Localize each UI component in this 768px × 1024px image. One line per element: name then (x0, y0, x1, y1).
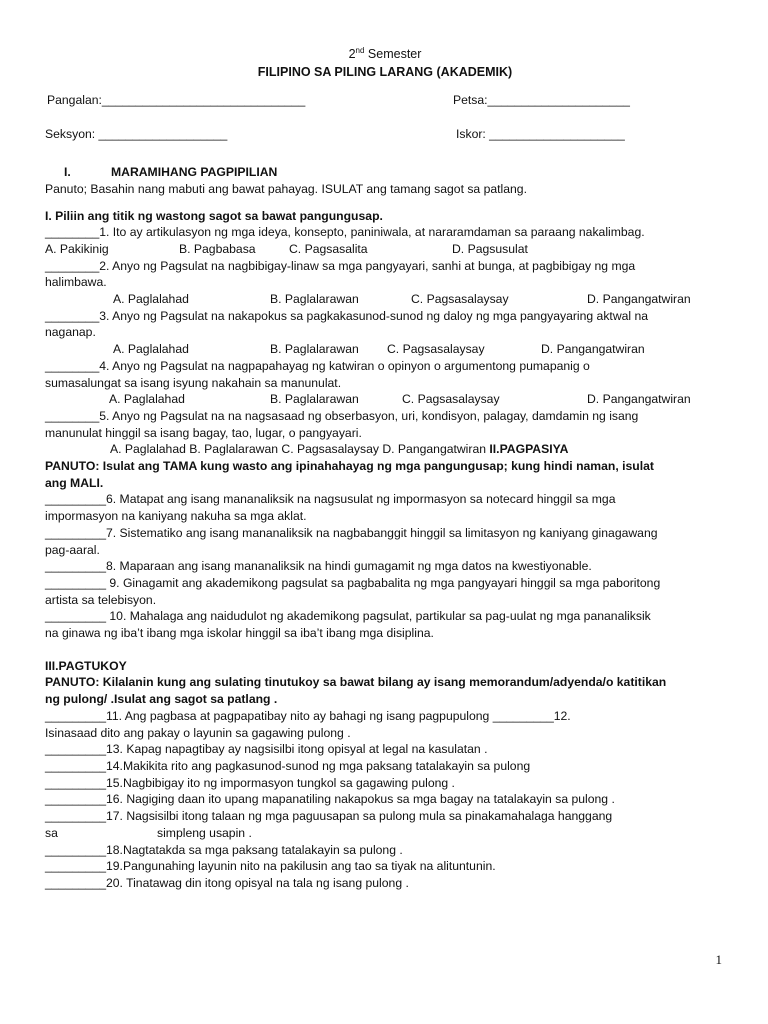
student-info (45, 91, 725, 155)
question-2-cont: halimbawa. (45, 275, 107, 290)
multiple-choice-section (45, 164, 725, 458)
question-4: ________4. Anyo ng Pagsulat na nagpapahayag ng katwiran o opinyon o argumentong pumapanig o (45, 358, 590, 373)
question-10-cont: na ginawa ng iba’t ibang mga iskolar hinggil sa iba’t ibang mga disiplina. (45, 626, 434, 641)
question-14: _________14.Makikita rito ang pagkasunod-sunod ng mga paksang tatalakayin sa pulong (45, 759, 531, 773)
section-1-heading (45, 164, 725, 181)
question-17-cont (45, 825, 725, 842)
q2-choice-b: B. Paglalarawan (270, 292, 359, 307)
q1-choice-c: C. Pagsasalita (289, 241, 368, 256)
question-3-cont: naganap. (45, 325, 96, 340)
q5-choices-text: A. Paglalahad B. Paglalarawan C. Pagsasalaysay D. Pangangatwiran (110, 442, 490, 457)
question-4-cont: sumasalungat sa isang isyung nakahain sa manunulat. (45, 375, 342, 390)
q3-choice-d: D. Pangangatwiran (541, 342, 645, 357)
question-16: _________16. Nagiging daan ito upang mapanatiling nakapokus sa mga bagay na tatalakayin sa pulong . (45, 792, 615, 807)
q3-choice-c: C. Pagsasalaysay (387, 342, 485, 357)
question-20: _________20. Tinatawag din itong opisyal na tala ng isang pulong . (45, 875, 409, 890)
section-1-title: MARAMIHANG PAGPIPILIAN (111, 165, 278, 180)
question-1-choices (45, 241, 725, 258)
question-1: ________1. Ito ay artikulasyon ng mga ideya, konsepto, paniniwala, at nararamdaman sa paraang nakalimbag. (45, 225, 645, 240)
question-11: _________11. Ang pagbasa at pagpapatibay nito ay bahagi ng isang pagpupulong _________12. (45, 708, 571, 723)
q3-choice-a: A. Paglalahad (113, 342, 189, 357)
q4-choice-d: D. Pangangatwiran (587, 392, 691, 407)
question-2-choices (45, 291, 725, 308)
question-5-choices (45, 441, 725, 458)
section-1-instruction: Panuto; Basahin nang mabuti ang bawat pahayag. ISULAT ang tamang sagot sa patlang. (45, 181, 527, 196)
q1-choice-a: A. Pakikinig (45, 241, 109, 256)
section-1-subheading: I. Piliin ang titik ng wastong sagot sa bawat pangungusap. (45, 208, 383, 223)
question-9: _________ 9. Ginagamit ang akademikong pagsulat sa pagbabalita ng mga pangyayari hinggil sa mga paboritong (45, 575, 661, 590)
question-19: _________19.Pangunahing layunin nito na pakilusin ang tao sa tiyak na alituntunin. (45, 859, 496, 874)
section-3-instruction: PANUTO: Kilalanin kung ang sulating tinutukoy sa bawat bilang ay isang memorandum/adyenda/o katitikan (45, 675, 667, 690)
q2-choice-c: C. Pagsasalaysay (411, 292, 509, 307)
section-field[interactable]: Seksyon: ___________________ (45, 127, 228, 142)
question-17: _________17. Nagsisilbi itong talaan ng mga paguusapan sa pulong mula sa pinakamahalaga hanggang (45, 809, 613, 824)
section-3-title: III.PAGTUKOY (45, 658, 127, 673)
question-2: ________2. Anyo ng Pagsulat na nagbibigay-linaw sa mga pangyayari, sanhi at bunga, at pagbibigay ng mga (45, 258, 636, 273)
question-4-choices (45, 391, 725, 408)
exam-page (45, 40, 725, 892)
q2-choice-d: D. Pangangatwiran (587, 292, 691, 307)
question-7-cont: pag-aaral. (45, 542, 100, 557)
semester-superscript: nd (355, 46, 365, 55)
question-18: _________18.Nagtatakda sa mga paksang tatalakayin sa pulong . (45, 842, 403, 857)
question-8: _________8. Maparaan ang isang mananaliksik na hindi gumagamit ng mga datos na kwestiyonable. (45, 559, 592, 574)
question-5: ________5. Anyo ng Pagsulat na na nagsasaad ng obserbasyon, uri, kondisyon, palagay, damdamin ng isang (45, 408, 639, 423)
section-2-instruction-cont: ang MALI. (45, 475, 104, 490)
question-3: ________3. Anyo ng Pagsulat na nakapokus sa pagkakasunod-sunod ng daloy ng mga pangyayaring aktwal na (45, 308, 649, 323)
question-13: _________13. Kapag napagtibay ay nagsisilbi itong opisyal at legal na kasulatan . (45, 742, 488, 757)
q1-choice-b: B. Pagbabasa (179, 241, 256, 256)
semester-number: 2 (348, 47, 356, 62)
question-9-cont: artista sa telebisyon. (45, 592, 157, 607)
q3-choice-b: B. Paglalarawan (270, 342, 359, 357)
q4-choice-a: A. Paglalahad (109, 392, 185, 407)
question-7: _________7. Sistematiko ang isang mananaliksik na nagbabanggit hinggil sa limitasyon ng kaniyang ginagawang (45, 525, 658, 540)
q4-choice-c: C. Pagsasalaysay (402, 392, 500, 407)
question-10: _________ 10. Mahalaga ang naidudulot ng akademikong pagsulat, partikular sa pag-uulat ng mga pananaliksik (45, 609, 651, 624)
q17-cont-start: sa (45, 825, 58, 840)
name-field[interactable]: Pangalan:______________________________ (47, 93, 306, 108)
section-3-instruction-cont: ng pulong/ .Isulat ang sagot sa patlang . (45, 692, 278, 707)
question-6: _________6. Matapat ang isang mananaliksik na nagsusulat ng impormasyon sa notecard hinggil sa mga (45, 492, 616, 507)
question-12: Isinasaad dito ang pakay o layunin sa gagawing pulong . (45, 725, 351, 740)
score-field[interactable]: Iskor: ____________________ (456, 127, 625, 142)
section-1-roman: I. (64, 165, 71, 180)
q1-choice-d: D. Pagsusulat (452, 241, 528, 256)
section-2-title: II.PAGPASIYA (489, 442, 569, 457)
question-15: _________15.Nagbibigay ito ng impormasyon tungkol sa gagawing pulong . (45, 775, 455, 790)
question-5-cont: manunulat hinggil sa isang bagay, tao, lugar, o pangyayari. (45, 425, 362, 440)
question-6-cont: impormasyon na kaniyang nakuha sa mga aklat. (45, 509, 307, 524)
true-false-section (45, 458, 725, 642)
page-number: 1 (715, 952, 722, 967)
q4-choice-b: B. Paglalarawan (270, 392, 359, 407)
question-3-choices (45, 341, 725, 358)
course-title: FILIPINO SA PILING LARANG (AKADEMIK) (257, 65, 513, 80)
identification-section (45, 658, 725, 892)
semester-heading (45, 42, 725, 63)
semester-word: Semester (364, 47, 422, 62)
q17-cont-end: simpleng usapin . (157, 825, 252, 840)
section-2-instruction: PANUTO: Isulat ang TAMA kung wasto ang ipinahahayag ng mga pangungusap; kung hindi naman, isulat (45, 459, 654, 474)
q2-choice-a: A. Paglalahad (113, 292, 189, 307)
date-field[interactable]: Petsa:_____________________ (453, 93, 630, 108)
